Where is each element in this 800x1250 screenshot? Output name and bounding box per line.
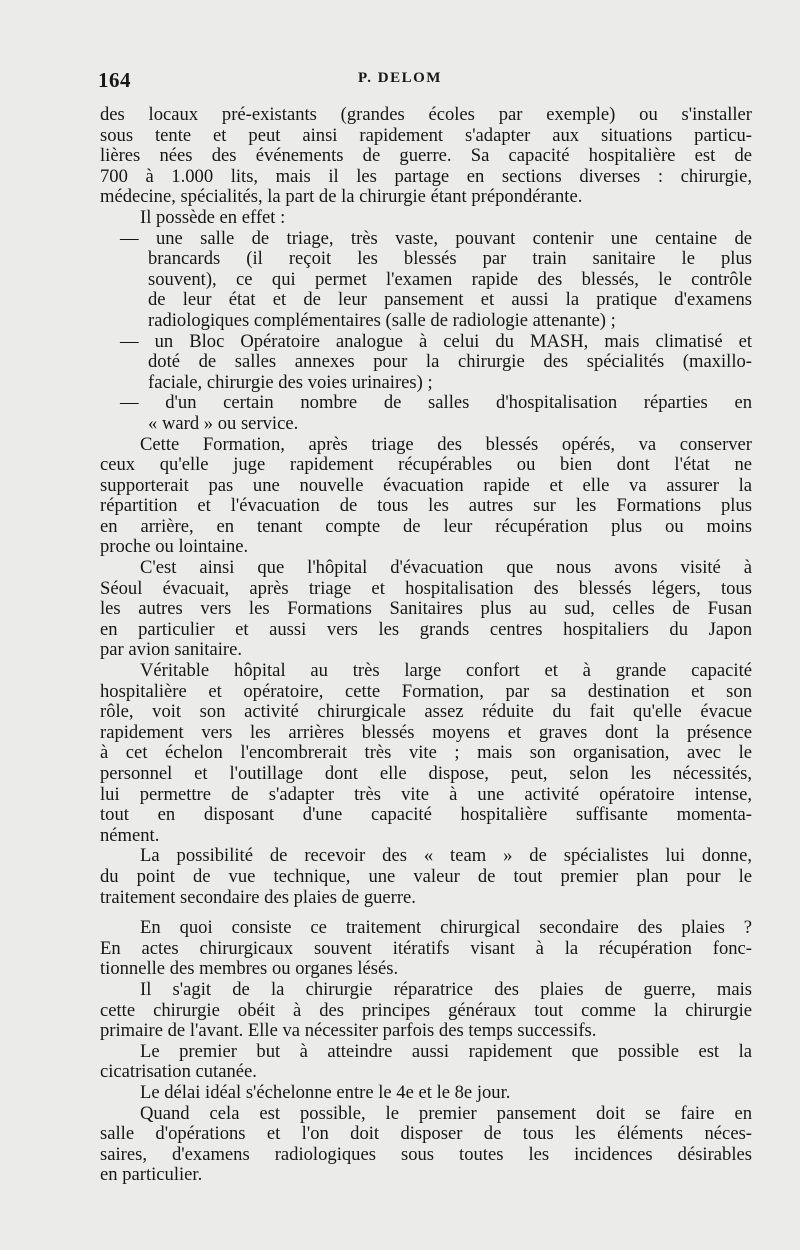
text-line: sous tente et peut ainsi rapidement s'adapter aux situations particu-: [100, 125, 752, 146]
text-line: Le délai idéal s'échelonne entre le 4e et le 8e jour.: [140, 1082, 511, 1103]
text-line: cette chirurgie obéit à des principes généraux tout comme la chirurgie: [100, 1000, 752, 1021]
text-line: tout en disposant d'une capacité hospitalière suffisante momenta-: [100, 805, 752, 826]
text-line: de leur état et de leur pansement et aussi la pratique d'examens: [148, 290, 752, 311]
text-line: faciale, chirurgie des voies urinaires) ;: [148, 372, 433, 393]
text-line: — une salle de triage, très vaste, pouvant contenir une centaine de: [120, 228, 752, 249]
text-line: répartition et l'évacuation de tous les autres sur les Formations plus: [100, 496, 752, 517]
text-line: primaire de l'avant. Elle va nécessiter parfois des temps successifs.: [100, 1021, 597, 1042]
text-line: hospitalière et opératoire, cette Formation, par sa destination et son: [100, 681, 752, 702]
text-line: en particulier.: [100, 1165, 203, 1186]
text-line: proche ou lointaine.: [100, 537, 249, 558]
text-line: brancards (il reçoit les blessés par train sanitaire le plus: [148, 249, 752, 270]
text-line: en particulier et aussi vers les grands centres hospitaliers du Japon: [100, 619, 752, 640]
text-line: La possibilité de recevoir des « team » de spécialistes lui donne,: [140, 846, 752, 867]
body-text: [100, 105, 752, 1186]
text-line: des locaux pré-existants (grandes écoles par exemple) ou s'installer: [100, 105, 752, 125]
text-line: du point de vue technique, une valeur de tout premier plan pour le: [100, 866, 752, 887]
running-head: P. DELOM: [358, 70, 442, 86]
text-line: traitement secondaire des plaies de guerre.: [100, 887, 416, 908]
page-number: 164: [98, 68, 131, 92]
text-line: « ward » ou service.: [148, 413, 299, 434]
text-line: ceux qu'elle juge rapidement récupérables ou bien dont l'état ne: [100, 455, 752, 476]
text-line: Quand cela est possible, le premier pansement doit se faire en: [140, 1103, 752, 1124]
text-line: souvent), ce qui permet l'examen rapide des blessés, le contrôle: [148, 269, 752, 290]
text-line: doté de salles annexes pour la chirurgie des spécialités (maxillo-: [148, 352, 752, 373]
text-line: saires, d'examens radiologiques sous toutes les incidences désirables: [100, 1144, 752, 1165]
text-line: nément.: [100, 825, 160, 846]
text-line: Il possède en effet :: [140, 207, 286, 228]
text-line: rôle, voit son activité chirurgicale assez réduite du fait qu'elle évacue: [100, 702, 752, 723]
text-line: à cet échelon l'encombrerait très vite ; mais son organisation, avec le: [100, 743, 752, 764]
text-line: En actes chirurgicaux souvent itératifs visant à la récupération fonc-: [100, 938, 752, 959]
text-line: Séoul évacuait, après triage et hospitalisation des blessés légers, tous: [100, 578, 752, 599]
text-line: En quoi consiste ce traitement chirurgical secondaire des plaies ?: [140, 918, 752, 939]
text-line: par avion sanitaire.: [100, 640, 242, 661]
text-line: Cette Formation, après triage des blessés opérés, va conserver: [140, 434, 752, 455]
text-line: personnel et l'outillage dont elle dispose, peut, selon les nécessités,: [100, 764, 752, 784]
text-line: radiologiques complémentaires (salle de radiologie attenante) ;: [148, 310, 616, 331]
text-line: Le premier but à atteindre aussi rapidement que possible est la: [140, 1041, 752, 1062]
text-line: médecine, spécialités, la part de la chirurgie étant prépondérante.: [100, 187, 583, 208]
text-line: — d'un certain nombre de salles d'hospitalisation réparties en: [120, 393, 752, 414]
text-line: 700 à 1.000 lits, mais il les partage en sections diverses : chirurgie,: [100, 166, 752, 187]
text-line: C'est ainsi que l'hôpital d'évacuation que nous avons visité à: [140, 558, 752, 579]
text-line: salle d'opérations et l'on doit disposer de tous les éléments néces-: [100, 1124, 752, 1145]
text-line: en arrière, en tenant compte de leur récupération plus ou moins: [100, 516, 752, 537]
paragraph-gap: [100, 908, 752, 918]
text-line: les autres vers les Formations Sanitaires plus au sud, celles de Fusan: [100, 599, 752, 620]
text-line: lières nées des événements de guerre. Sa capacité hospitalière est de: [100, 146, 752, 167]
text-line: rapidement vers les arrières blessés moyens et graves dont la présence: [100, 722, 752, 743]
text-line: supporterait pas une nouvelle évacuation rapide et elle va assurer la: [100, 475, 752, 496]
text-line: cicatrisation cutanée.: [100, 1062, 257, 1083]
text-line: Il s'agit de la chirurgie réparatrice des plaies de guerre, mais: [140, 979, 752, 1000]
text-line: lui permettre de s'adapter très vite à une activité opératoire intense,: [100, 784, 752, 805]
text-line: tionnelle des membres ou organes lésés.: [100, 959, 399, 980]
text-line: — un Bloc Opératoire analogue à celui du MASH, mais climatisé et: [120, 331, 752, 352]
text-line: Véritable hôpital au très large confort et à grande capacité: [140, 661, 752, 682]
